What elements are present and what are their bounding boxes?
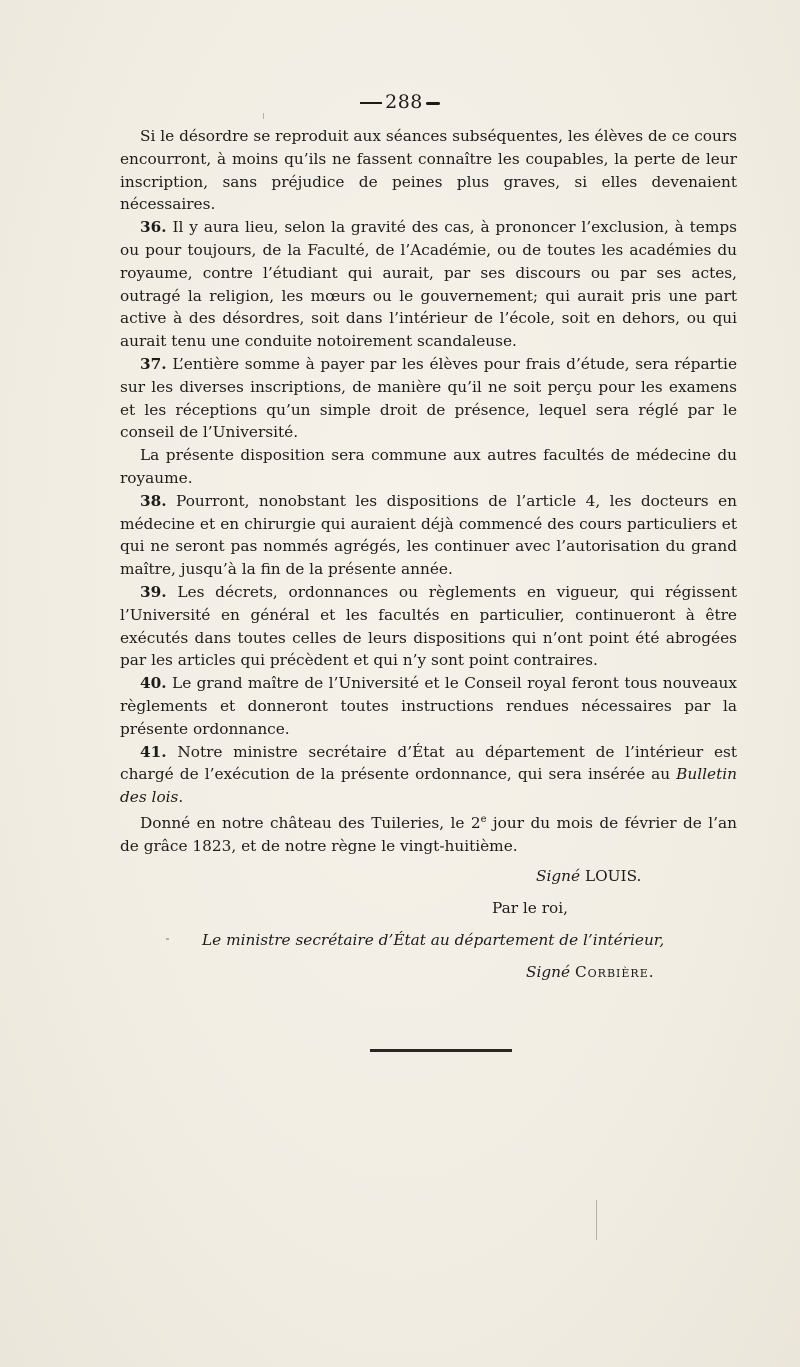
paper-speck xyxy=(596,1200,597,1240)
minister-title xyxy=(202,931,664,949)
article-41 xyxy=(120,741,737,809)
minister-title-text: Le ministre secrétaire d’État au département de l’intérieur, xyxy=(202,931,665,949)
article-36 xyxy=(120,216,737,353)
page-number: 288 xyxy=(385,91,423,113)
article-text-end: . xyxy=(178,788,184,807)
article-text: Pourront, nonobstant les dispositions de l’article 4, les docteurs en médecine et en chirurgie qui auraient déjà commencé des cours particuliers et qui ne seront pas nommés agrégés, les continuer avec l’autorisation du grand maître, jusqu’à la fin de la présente année. xyxy=(120,491,737,579)
paper-speck xyxy=(166,938,169,940)
article-text: Le grand maître de l’Université et le Conseil royal feront tous nouveaux règlements et donneront toutes instructions rendues nécessaires par la présente ordonnance. xyxy=(120,674,737,738)
date-superscript: e xyxy=(480,813,487,825)
signe-label: Signé xyxy=(536,867,581,885)
body-text xyxy=(120,125,737,858)
article-39 xyxy=(120,581,737,672)
article-number: 38. xyxy=(140,491,167,510)
paper-speck xyxy=(263,113,264,119)
king-name: LOUIS. xyxy=(584,867,642,885)
header-dash-left xyxy=(360,102,382,104)
article-number: 41. xyxy=(140,742,167,761)
article-text: Il y aura lieu, selon la gravité des cas, à prononcer l’exclusion, à temps ou pour toujours, de la Faculté, de l’Académie, ou de toutes les académies du royaume, contre l’étudiant qui aurait, par ses discours ou par ses actes, outragé la religion, les mœurs ou le gouvernement; qui aurait pris une part active à des désordres, soit dans l’intérieur de l’école, soit en dehors, ou qui aurait tenu une conduite notoirement scandaleuse. xyxy=(120,218,737,351)
king-signature xyxy=(536,867,641,885)
article-number: 39. xyxy=(140,582,167,601)
header-dash-right xyxy=(426,102,440,105)
closing-rule xyxy=(370,1049,512,1052)
article-number: 36. xyxy=(140,218,167,237)
par-le-roi-text: Par le roi, xyxy=(492,899,568,917)
minister-signe-label: Signé xyxy=(526,963,571,981)
article-number: 40. xyxy=(140,674,167,693)
article-text: Notre ministre secrétaire d’État au département de l’intérieur est chargé de l’exécution de la présente ordonnance, qui sera insérée au xyxy=(120,742,737,784)
article-number: 37. xyxy=(140,354,167,373)
paragraph-date xyxy=(120,809,737,858)
bulletin-title: Bulletin des lois xyxy=(120,765,737,807)
paragraph-0 xyxy=(120,125,737,216)
paragraph-3 xyxy=(120,444,737,490)
paragraph-text: Si le désordre se reproduit aux séances subséquentes, les élèves de ce cours encourront, à moins qu’ils ne fassent connaître les coupables, la perte de leur inscription, sans préjudice de peines plus graves, si elles devenaient nécessaires. xyxy=(120,127,737,214)
article-37 xyxy=(120,353,737,444)
page-header xyxy=(0,91,800,113)
paragraph-text: La présente disposition sera commune aux autres facultés de médecine du royaume. xyxy=(120,446,737,487)
date-text: Donné en notre château des Tuileries, le 2 xyxy=(140,814,481,832)
article-text: L’entière somme à payer par les élèves pour frais d’étude, sera répartie sur les diverses inscriptions, de manière qu’il ne soit perçu pour les examens et les réceptions qu’un simple droit de présence, lequel sera réglé par le conseil de l’Université. xyxy=(120,354,737,442)
article-40 xyxy=(120,672,737,740)
minister-name: Corbière. xyxy=(574,963,655,981)
minister-signature xyxy=(526,963,655,981)
par-le-roi xyxy=(492,899,568,917)
article-38 xyxy=(120,490,737,581)
article-text: Les décrets, ordonnances ou règlements en vigueur, qui régissent l’Université en général et les facultés en particulier, continueront à être exécutés dans toutes celles de leurs dispositions qui n’ont point été abrogées par les articles qui précèdent et qui n’y sont point contraires. xyxy=(120,582,737,670)
date-text-end: jour du mois de février de l’an de grâce 1823, et de notre règne le vingt-huitième. xyxy=(120,814,737,855)
